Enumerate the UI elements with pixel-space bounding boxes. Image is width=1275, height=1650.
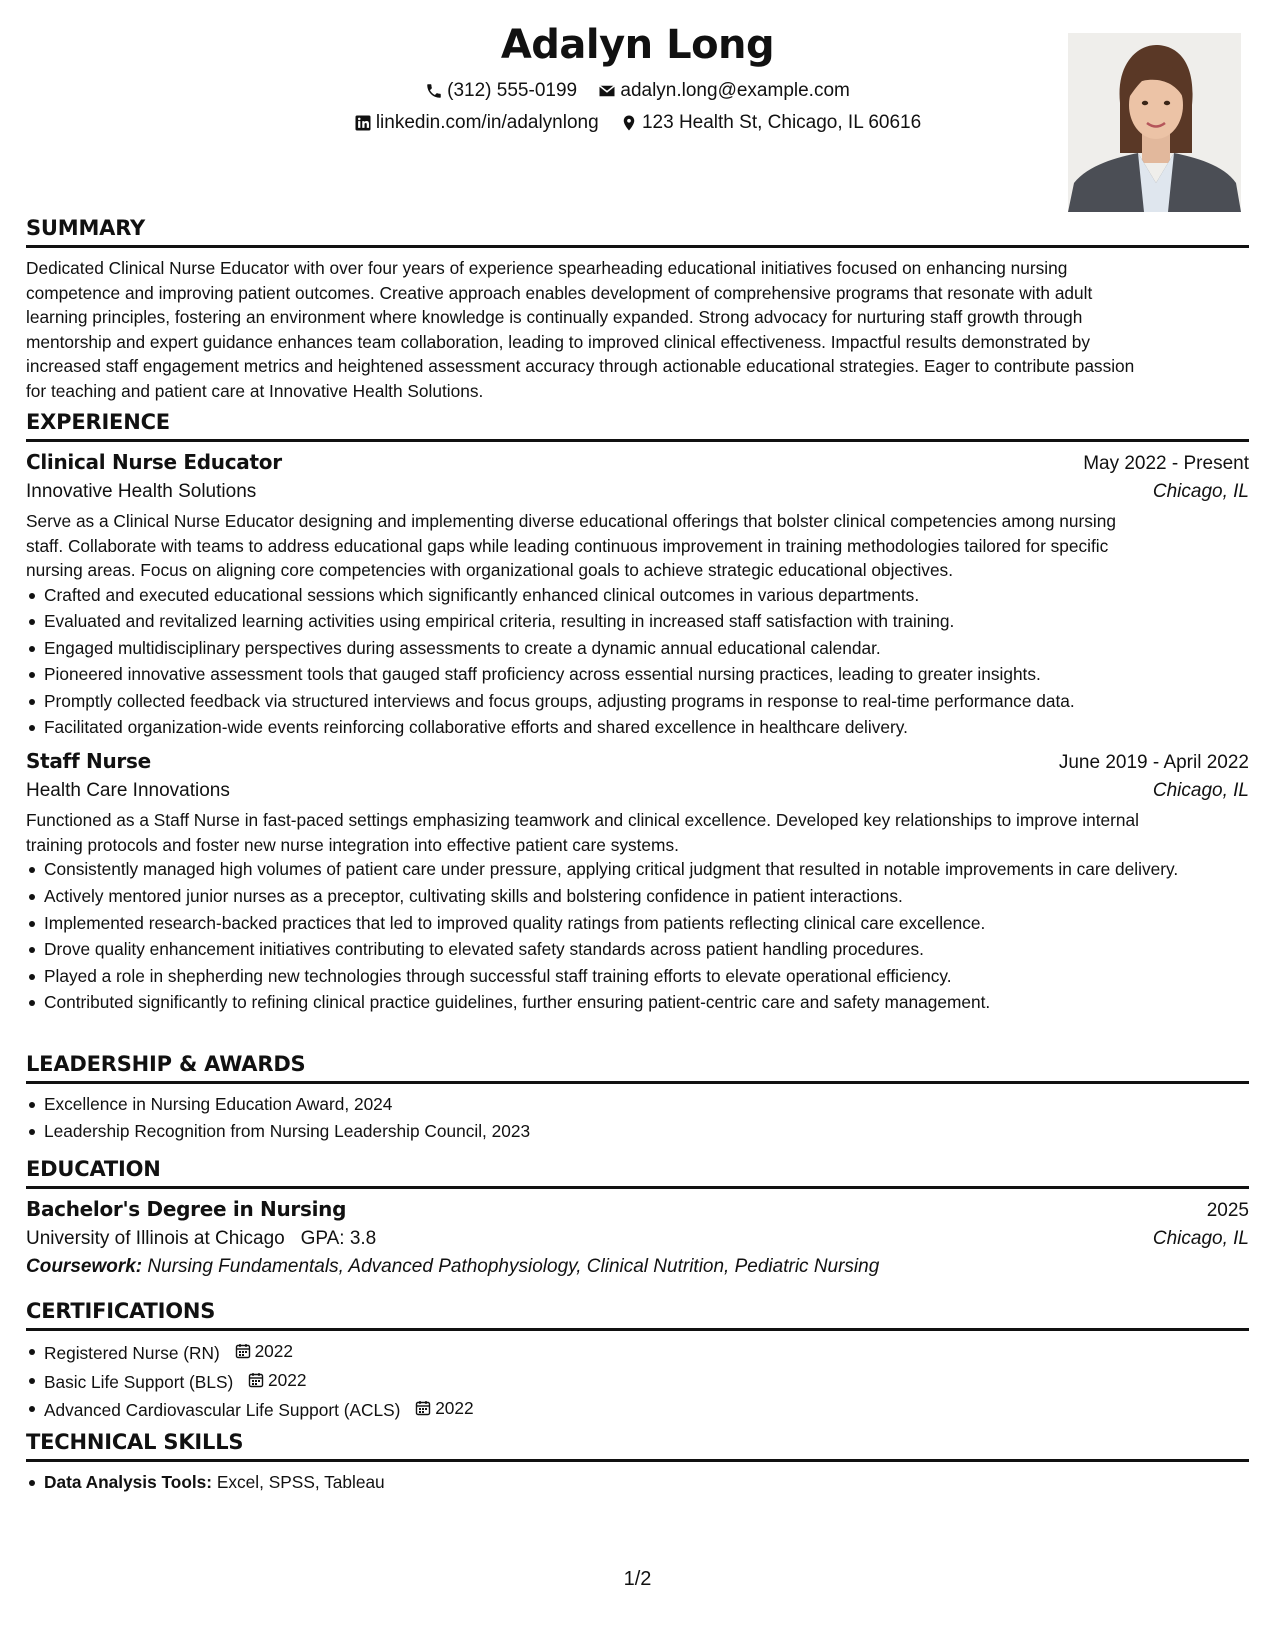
degree-name: Bachelor's Degree in Nursing [26, 1197, 347, 1221]
cert-year: 2022 [435, 1398, 474, 1419]
profile-photo [1068, 33, 1241, 212]
list-item: Contributed significantly to refining clinical practice guidelines, further ensuring patient-centric care and safety management. [26, 990, 1249, 1014]
experience-section [26, 410, 1249, 1017]
job-title: Clinical Nurse Educator [26, 450, 282, 474]
summary-line: for teaching and patient care at Innovative Health Solutions. [26, 380, 484, 401]
summary-line: Dedicated Clinical Nurse Educator with over four years of experience spearheading educational initiatives focused on enhancing nursing [26, 258, 1068, 278]
contact-address [620, 112, 921, 134]
list-item: Engaged multidisciplinary perspectives during assessments to create a dynamic annual educational calendar. [26, 636, 1249, 660]
education-header [26, 1197, 1249, 1222]
summary-line: learning principles, fostering an environment where knowledge is continually expanded. Strong advocacy for nurturing staff growth through [26, 307, 1083, 327]
list-item: Pioneered innovative assessment tools that gauged staff proficiency across essential nursing practices, leading to greater insights. [26, 662, 1249, 686]
phone-number: (312) 555-0199 [447, 80, 578, 101]
summary-title: SUMMARY [26, 216, 1249, 248]
list-item [26, 1396, 1249, 1422]
job-title: Staff Nurse [26, 749, 151, 774]
job-subheader [26, 780, 1249, 802]
skills-section [26, 1430, 1249, 1497]
job-date: June 2019 - April 2022 [1058, 752, 1249, 774]
summary-line: mentorship and expert guidance enhances team collaboration, leading to improved clinical effectiveness. Impactful results demonstrated by [26, 331, 1091, 352]
calendar-icon [415, 1400, 431, 1416]
email-address[interactable]: adalyn.long@example.com [620, 80, 850, 101]
cert-name: Basic Life Support (BLS) [44, 1371, 234, 1392]
linkedin-icon [354, 114, 372, 132]
list-item: Drove quality enhancement initiatives contributing to elevated safety standards across patient handling procedures. [26, 937, 1249, 961]
job-company: Innovative Health Solutions [26, 481, 257, 502]
job-description [26, 808, 1249, 857]
list-item: Implemented research-backed practices that led to improved quality ratings from patients reflecting clinical care excellence. [26, 911, 1249, 935]
list-item: Promptly collected feedback via structured interviews and focus groups, adjusting programs in response to real-time performance data. [26, 689, 1249, 713]
description-line: Serve as a Clinical Nurse Educator designing and implementing diverse educational offerings that bolster clinical competencies among nursing [26, 511, 1116, 531]
job-entry [26, 450, 1249, 739]
job-header [26, 749, 1249, 774]
job-location: Chicago, IL [1152, 481, 1249, 502]
description-line: staff. Collaborate with teams to address educational gaps while leading continuous improvement in training methodologies tailored for specific [26, 535, 1109, 556]
skills-list [26, 1470, 1249, 1494]
job-location: Chicago, IL [1152, 780, 1249, 802]
contact-linkedin[interactable] [354, 112, 599, 134]
summary-line: increased staff engagement metrics and heightened assessment accuracy through actionable educational strategies. Eager to contribute passion [26, 356, 1135, 376]
summary-line: competence and improving patient outcomes. Creative approach enables development of comprehensive programs that resonate with adult [26, 282, 1093, 303]
skill-value: Excel, SPSS, Tableau [216, 1472, 385, 1492]
list-item: Facilitated organization-wide events reinforcing collaborative efforts and shared excellence in healthcare delivery. [26, 715, 1249, 739]
list-item: Evaluated and revitalized learning activities using empirical criteria, resulting in increased staff satisfaction with training. [26, 609, 1249, 633]
linkedin-url[interactable]: linkedin.com/in/adalynlong [375, 112, 599, 133]
certifications-list [26, 1339, 1249, 1422]
cert-name: Registered Nurse (RN) [44, 1343, 220, 1363]
summary-text [26, 256, 1249, 403]
cert-date [415, 1396, 473, 1420]
list-item [26, 1368, 1249, 1394]
list-item [26, 1339, 1249, 1365]
school-name: University of Illinois at Chicago [26, 1228, 285, 1249]
candidate-name: Adalyn Long [500, 22, 775, 68]
coursework [26, 1256, 1249, 1278]
coursework-label: Coursework: [26, 1256, 143, 1277]
experience-title: EXPERIENCE [26, 410, 1249, 442]
list-item: Crafted and executed educational sessions which significantly enhanced clinical outcomes in various departments. [26, 583, 1249, 607]
job-company: Health Care Innovations [26, 780, 230, 802]
job-bullets [26, 857, 1249, 1014]
school-info [26, 1228, 376, 1250]
job-header [26, 450, 1249, 475]
location-pin-icon [620, 114, 638, 132]
cert-date [248, 1368, 306, 1392]
cert-name: Advanced Cardiovascular Life Support (ACLS) [44, 1400, 401, 1421]
description-line: Functioned as a Staff Nurse in fast-paced settings emphasizing teamwork and clinical excellence. Developed key relationships to improve internal [26, 810, 1139, 831]
list-item: Leadership Recognition from Nursing Leadership Council, 2023 [26, 1119, 1249, 1143]
cert-date [235, 1339, 293, 1363]
email-icon [598, 82, 616, 100]
skill-label: Data Analysis Tools: [44, 1472, 213, 1492]
job-entry [26, 749, 1249, 1014]
job-date: May 2022 - Present [1083, 453, 1249, 474]
skills-title: TECHNICAL SKILLS [26, 1430, 1249, 1462]
description-line: training protocols and foster new nurse integration into effective patient care systems. [26, 834, 679, 855]
calendar-icon [248, 1372, 264, 1388]
cert-year: 2022 [254, 1341, 294, 1361]
job-bullets [26, 583, 1249, 740]
list-item: Consistently managed high volumes of patient care under pressure, applying critical judgment that resulted in notable improvements in care delivery. [26, 857, 1249, 881]
education-title: EDUCATION [26, 1157, 1249, 1189]
contact-line-1 [26, 80, 1249, 106]
contact-email[interactable] [598, 80, 849, 102]
education-subheader [26, 1228, 1249, 1250]
calendar-icon [235, 1343, 251, 1359]
leadership-section [26, 1052, 1249, 1145]
cert-year: 2022 [268, 1369, 307, 1390]
resume-header [26, 0, 1249, 214]
summary-section [26, 216, 1249, 403]
contact-line-2 [26, 112, 1249, 138]
school-location: Chicago, IL [1152, 1228, 1249, 1249]
graduation-year: 2025 [1206, 1200, 1249, 1221]
resume-page [26, 0, 1249, 1650]
leadership-title: LEADERSHIP & AWARDS [26, 1052, 1249, 1084]
contact-phone [425, 80, 577, 102]
job-description [26, 509, 1249, 583]
list-item: Excellence in Nursing Education Award, 2024 [26, 1092, 1249, 1116]
page-number: 1/2 [623, 1568, 652, 1590]
list-item: Played a role in shepherding new technologies through successful staff training efforts to elevate operational efficiency. [26, 964, 1249, 988]
education-section [26, 1157, 1249, 1278]
list-item: Actively mentored junior nurses as a preceptor, cultivating skills and bolstering confidence in patient interactions. [26, 884, 1249, 908]
certifications-section [26, 1299, 1249, 1425]
certifications-title: CERTIFICATIONS [26, 1299, 1249, 1331]
gpa: GPA: 3.8 [300, 1228, 377, 1249]
list-item [26, 1470, 1249, 1494]
job-subheader [26, 481, 1249, 503]
coursework-list: Nursing Fundamentals, Advanced Pathophysiology, Clinical Nutrition, Pediatric Nursing [147, 1256, 880, 1277]
awards-list [26, 1092, 1249, 1143]
phone-icon [425, 82, 443, 100]
description-line: nursing areas. Focus on aligning core competencies with organizational goals to achieve strategic educational objectives. [26, 560, 954, 580]
street-address: 123 Health St, Chicago, IL 60616 [641, 112, 922, 133]
